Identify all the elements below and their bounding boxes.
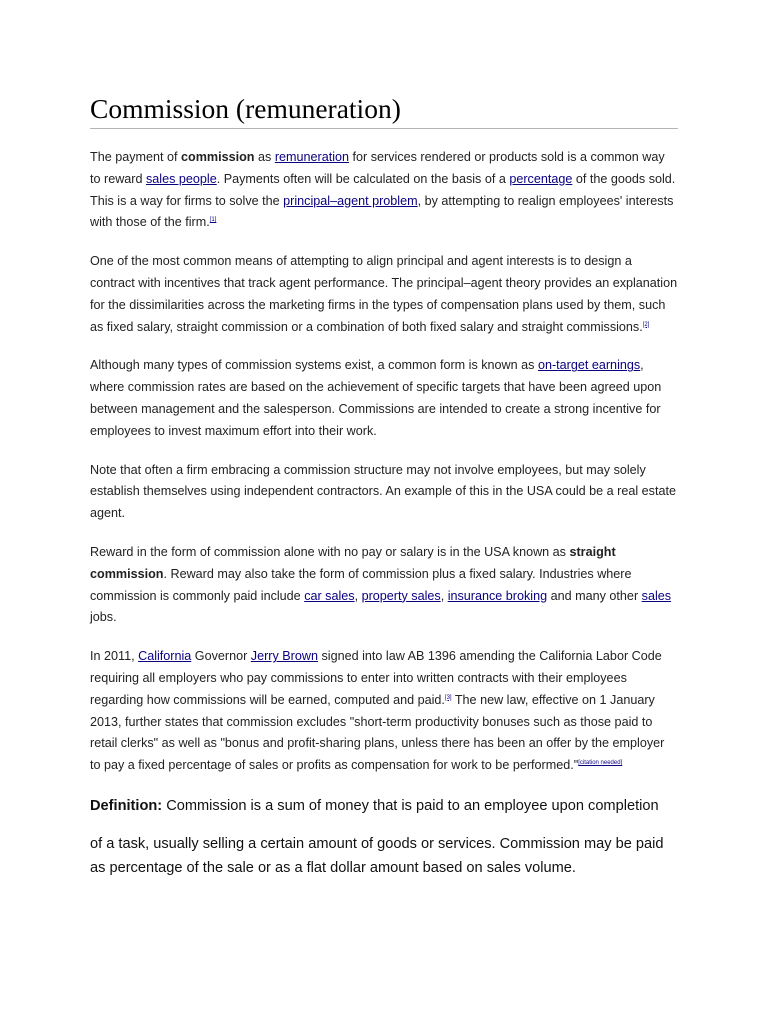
- link-jerry-brown[interactable]: Jerry Brown: [250, 649, 318, 664]
- page-title: Commission (remuneration): [90, 92, 678, 129]
- paragraph-contractors: Note that often a firm embracing a commission structure may not involve employees, but may solely establish themselves using independent contractors. An example of this in the USA could be a real estate agent.: [90, 462, 676, 521]
- reference-2[interactable]: [2]: [642, 321, 650, 328]
- definition-line: Definition: Commission is a sum of money that is paid to an employee upon completion: [90, 797, 659, 814]
- reference-3[interactable]: [3]: [444, 694, 452, 701]
- paragraph-on-target-earnings: Although many types of commission systems exist, a common form is known as on-target earnings, where commission rates are based on the achievement of specific targets that have been agreed upon between management and the salesperson. Commissions are intended to create a strong incentive for employees to invest maximum effort into their work.: [90, 358, 662, 438]
- link-percentage[interactable]: percentage: [509, 171, 573, 186]
- link-california[interactable]: California: [138, 649, 192, 664]
- article: [90, 92, 678, 880]
- link-principal-agent-problem[interactable]: principal–agent problem: [283, 193, 418, 208]
- link-property-sales[interactable]: property sales: [361, 588, 441, 603]
- paragraph-intro: The payment of commission as remuneration for services rendered or products sold is a common way to reward sales people. Payments often will be calculated on the basis of a percentage of the goods sold. This is a way for firms to solve the principal–agent problem, by attempting to realign employees' interests with those of the firm.[1]: [90, 150, 676, 230]
- link-on-target-earnings[interactable]: on-target earnings: [537, 358, 641, 373]
- link-sales-people[interactable]: sales people: [146, 171, 217, 186]
- link-remuneration[interactable]: remuneration: [274, 150, 350, 164]
- term-straight-commission: straight commission: [90, 544, 616, 581]
- paragraph-straight-commission: Reward in the form of commission alone with no pay or salary is in the USA known as straight commission. Reward may also take the form of commission plus a fixed salary. Industries where commission is commonly paid include car sales, property sales, insurance broking and many other sales jobs.: [90, 544, 672, 625]
- link-sales[interactable]: sales: [641, 588, 672, 603]
- term-commission: commission: [181, 150, 255, 164]
- link-insurance-broking[interactable]: insurance broking: [447, 588, 548, 603]
- reference-1[interactable]: [1]: [209, 217, 217, 224]
- link-car-sales[interactable]: car sales: [304, 588, 355, 603]
- paragraph-california-law: In 2011, California Governor Jerry Brown signed into law AB 1396 amending the California Labor Code requiring all employers who pay commissions to enter into written contracts with their employees regarding how commissions will be earned, computed and paid.[3] The new law, effective on 1 January 2013, further states that commission excludes "short-term productivity bonuses such as those paid to retail clerks" as well as "bonus and profit-sharing plans, unless there has been an offer by the employer to pay a fixed percentage of sales or profits as compensation for work to be performed."[citation needed]: [90, 649, 665, 773]
- definition-label: Definition:: [90, 797, 163, 814]
- citation-needed[interactable]: [citation needed]: [578, 760, 623, 767]
- paragraph-principal-agent: One of the most common means of attempting to align principal and agent interests is to design a contract with incentives that track agent performance. The principal–agent theory provides an explanation for the dissimilarities across the marketing firms in the types of compensation plans used by them, such as fixed salary, straight commission or a combination of both fixed salary and straight commissions.[2]: [90, 254, 678, 334]
- definition-continuation: of a task, usually selling a certain amount of goods or services. Commission may be paid as percentage of the sale or as a flat dollar amount based on sales volume.: [90, 835, 664, 876]
